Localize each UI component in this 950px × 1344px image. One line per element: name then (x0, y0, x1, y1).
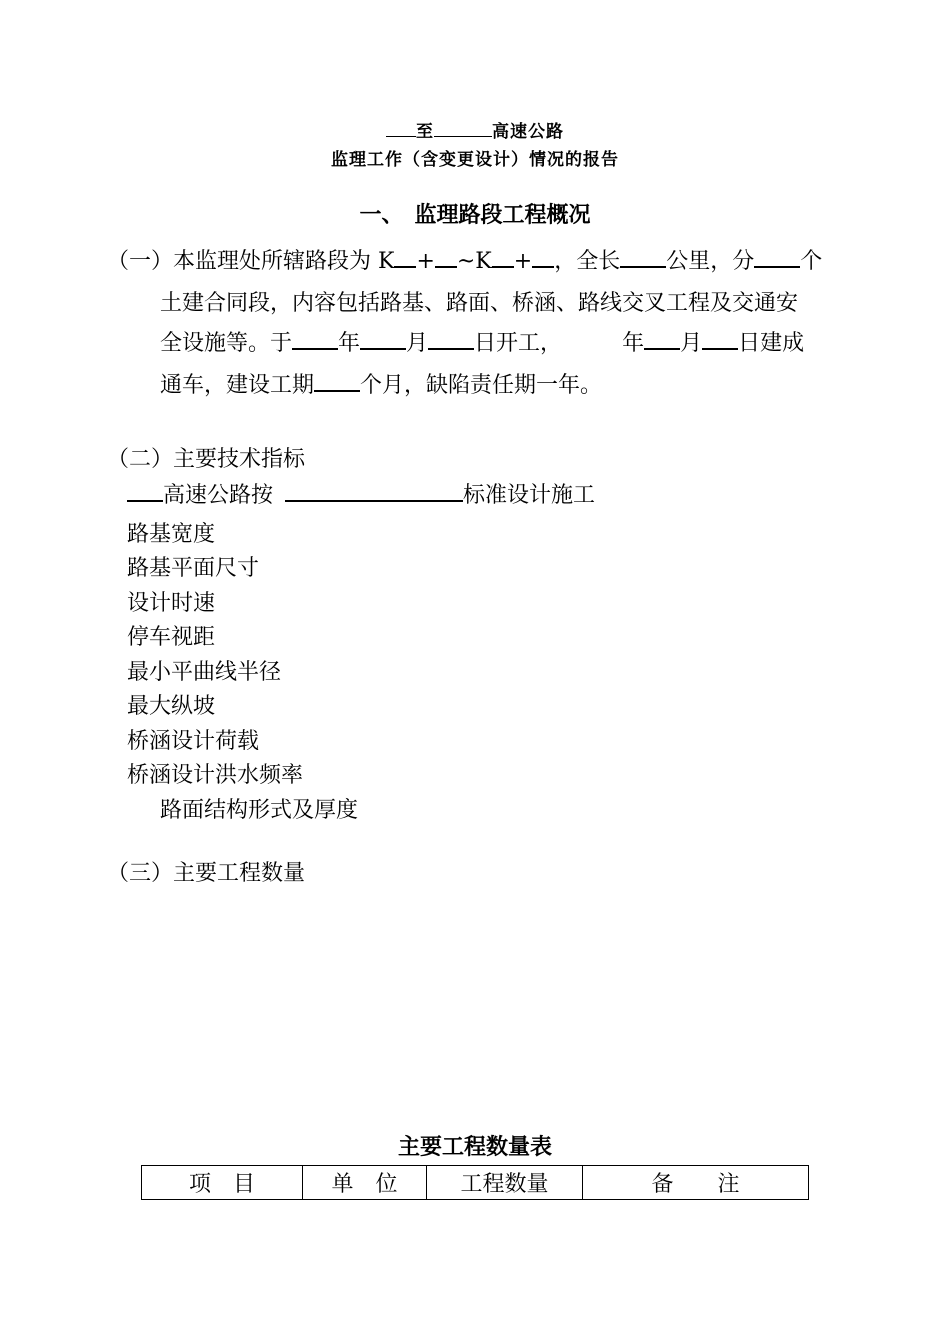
text: 标准设计施工 (463, 483, 596, 508)
paragraph-1-line1 (107, 242, 822, 282)
index-item: 路基平面尺寸 (127, 556, 260, 581)
subheading-technical: （二）主要技术指标 (107, 447, 306, 472)
table-header-row (142, 1166, 809, 1200)
header-remarks: 备 注 (583, 1166, 809, 1200)
blank-underline (754, 266, 800, 268)
paragraph-1-line3 (160, 324, 804, 364)
text: + (416, 249, 435, 274)
text: 公里，分 (666, 249, 755, 274)
header-unit: 单 位 (303, 1166, 427, 1200)
blank-underline (492, 266, 514, 268)
blank-underline (394, 266, 416, 268)
blank-underline (644, 348, 680, 350)
subheading-quantities: （三）主要工程数量 (107, 861, 306, 886)
blank-underline (360, 348, 406, 350)
text: + (513, 249, 533, 274)
text: 个 (800, 249, 823, 274)
text: 日建成 (738, 331, 805, 356)
blank-underline (532, 266, 554, 268)
report-title-line1 (0, 117, 950, 142)
text: 月 (680, 331, 703, 356)
blank-underline (620, 266, 666, 268)
text: 日开工， (474, 331, 563, 356)
text: 个月，缺陷责任期一年。 (360, 373, 603, 398)
blank-underline (386, 119, 416, 137)
text: （一）本监理处所辖路段为 K (107, 249, 395, 274)
blank-underline (285, 500, 463, 502)
blank-underline (435, 266, 457, 268)
text: ，全长 (554, 249, 621, 274)
text: 通车，建设工期 (160, 373, 315, 398)
section-heading: 一、 监理路段工程概况 (359, 203, 591, 228)
index-item: 设计时速 (127, 591, 216, 616)
index-item: 桥涵设计洪水频率 (127, 763, 304, 788)
index-item: 停车视距 (127, 625, 216, 650)
text: 年 (338, 331, 361, 356)
header-item: 项 目 (142, 1166, 303, 1200)
index-item: 路面结构形式及厚度 (160, 798, 359, 823)
blank-underline (314, 390, 360, 392)
index-item: 路基宽度 (127, 522, 216, 547)
report-title-line2: 监理工作（含变更设计）情况的报告 (331, 150, 619, 170)
blank-underline (702, 348, 738, 350)
standard-line (127, 476, 595, 516)
blank-underline (292, 348, 338, 350)
text: 月 (406, 331, 429, 356)
index-item: 最小平曲线半径 (127, 660, 282, 685)
table-title: 主要工程数量表 (397, 1135, 552, 1160)
index-item: 桥涵设计荷载 (127, 729, 260, 754)
blank-underline (434, 119, 492, 137)
index-item: 最大纵坡 (127, 694, 216, 719)
blank-underline (428, 348, 474, 350)
title-to: 至 (416, 122, 434, 142)
blank-underline (127, 500, 163, 502)
text: 高速公路按 (163, 483, 274, 508)
paragraph-1-line2: 土建合同段，内容包括路基、路面、桥涵、路线交叉工程及交通安 (160, 291, 799, 316)
text: ~K (456, 249, 492, 274)
text: 全设施等。于 (160, 331, 293, 356)
paragraph-1-line4 (160, 366, 602, 406)
quantities-table (141, 1165, 809, 1200)
text: 年 (622, 331, 645, 356)
header-quantity: 工程数量 (427, 1166, 583, 1200)
title-highway: 高速公路 (492, 122, 564, 142)
